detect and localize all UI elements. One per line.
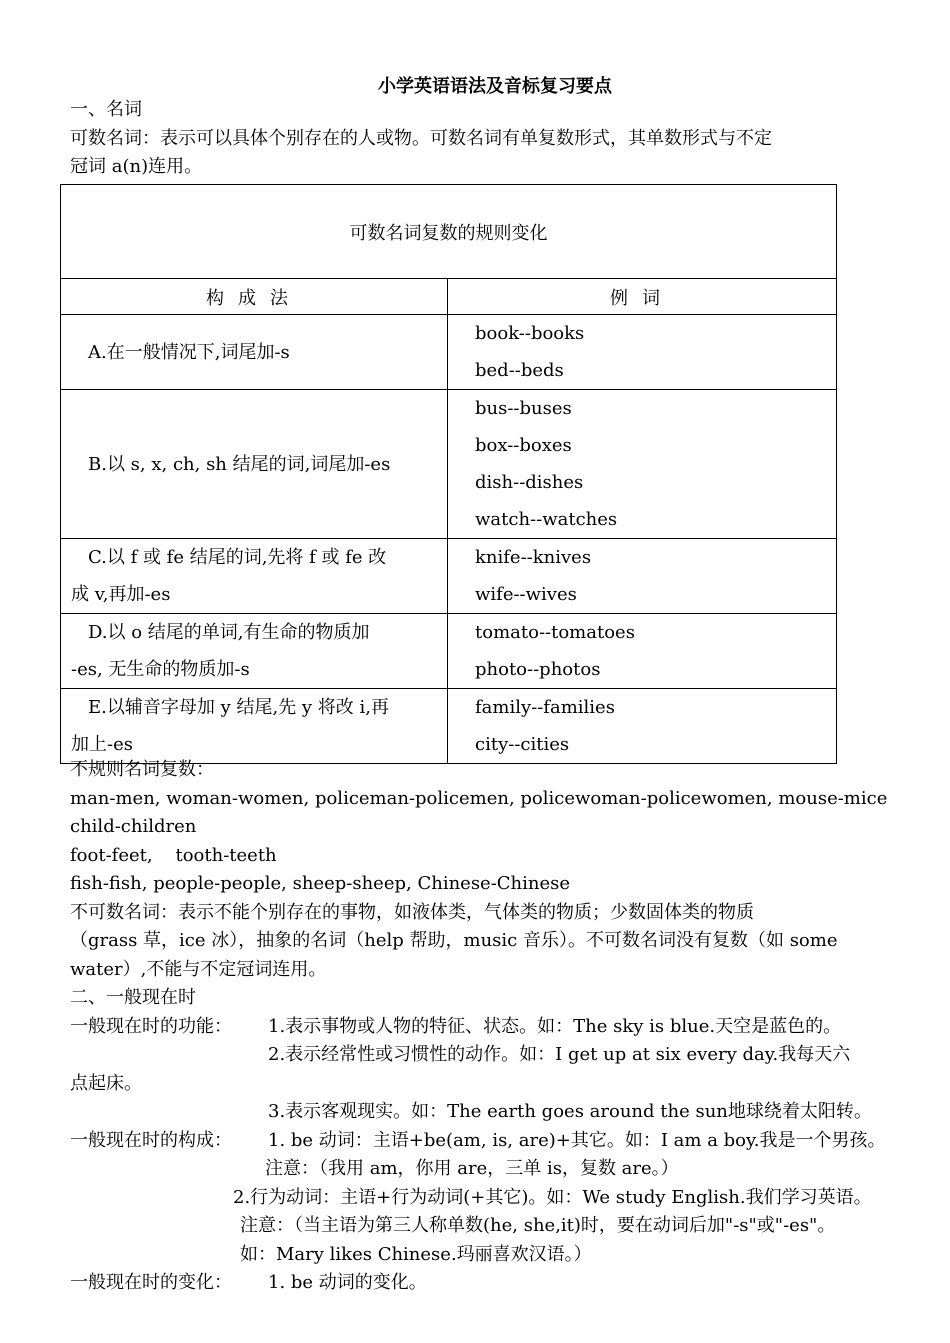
section-heading-present-tense: 二、一般现在时 [70, 987, 196, 1008]
example-word: photo--photos [475, 659, 601, 680]
change-item: 1. be 动词的变化。 [268, 1272, 427, 1293]
rule-cell [61, 614, 448, 689]
rule-cell [61, 689, 448, 764]
column-header-rule: 构成法 [61, 279, 448, 315]
irregular-line: fish-fish, people-people, sheep-sheep, Chinese-Chinese [70, 873, 571, 894]
form-item: 1. be 动词：主语+be(am, is, are)+其它。如：I am a boy.我是一个男孩。 [268, 1130, 886, 1151]
uncountable-line: water）,不能与不定冠词连用。 [70, 959, 327, 980]
countable-definition-line1: 可数名词：表示可以具体个别存在的人或物。可数名词有单复数形式，其单数形式与不定 [70, 128, 772, 149]
function-item-continued: 点起床。 [70, 1073, 142, 1094]
function-item: 1.表示事物或人物的特征、状态。如：The sky is blue.天空是蓝色的。 [268, 1016, 842, 1037]
form-example: 如：Mary likes Chinese.玛丽喜欢汉语。） [240, 1244, 592, 1265]
form-label: 一般现在时的构成： [70, 1130, 232, 1151]
change-label: 一般现在时的变化： [70, 1272, 232, 1293]
example-word: family--families [475, 697, 615, 718]
example-word: box--boxes [475, 435, 572, 456]
example-word: knife--knives [475, 547, 592, 568]
rule-text-continued: 加上-es [71, 734, 133, 755]
example-word: book--books [475, 323, 585, 344]
uncountable-line: （grass 草，ice 冰），抽象的名词（help 帮助，music 音乐）。不可数名词没有复数（如 some [70, 930, 838, 951]
example-word: watch--watches [475, 509, 618, 530]
column-header-example: 例词 [448, 279, 837, 315]
example-word: bed--beds [475, 360, 564, 381]
function-label: 一般现在时的功能： [70, 1016, 232, 1037]
rule-text-continued: -es, 无生命的物质加-s [71, 659, 250, 680]
table-row [61, 390, 837, 539]
rule-cell [61, 315, 448, 390]
rule-cell [61, 539, 448, 614]
rule-text: B.以 s, x, ch, sh 结尾的词,词尾加-es [88, 453, 391, 475]
irregular-line: foot-feet, tooth-teeth [70, 845, 277, 866]
table-row [61, 539, 837, 614]
example-word: dish--dishes [475, 472, 584, 493]
plural-rules-table [60, 184, 837, 764]
rule-cell [61, 390, 448, 539]
section-heading-nouns: 一、名词 [70, 99, 142, 120]
table-row [61, 614, 837, 689]
irregular-heading: 不规则名词复数： [70, 759, 214, 780]
example-cell [448, 390, 837, 539]
rule-text: E.以辅音字母加 y 结尾,先 y 将改 i,再 [88, 697, 390, 718]
example-cell [448, 315, 837, 390]
irregular-line: man-men, woman-women, policeman-policemen, policewoman-policewomen, mouse-mice [70, 788, 888, 809]
form-note: 注意：（当主语为第三人称单数(he, she,it)时，要在动词后加"-s"或"-es"。 [240, 1215, 836, 1236]
table-row [61, 689, 837, 764]
example-word: bus--buses [475, 398, 572, 419]
example-cell [448, 614, 837, 689]
table-row [61, 315, 837, 390]
example-word: tomato--tomatoes [475, 622, 635, 643]
uncountable-line: 不可数名词：表示不能个别存在的事物，如液体类，气体类的物质；少数固体类的物质 [70, 902, 754, 923]
example-word: wife--wives [475, 584, 577, 605]
rule-text: A.在一般情况下,词尾加-s [88, 341, 290, 363]
rule-text-continued: 成 v,再加-es [71, 584, 171, 605]
form-item: 2.行为动词：主语+行为动词(+其它)。如：We study English.我们学习英语。 [233, 1187, 872, 1208]
function-item: 2.表示经常性或习惯性的动作。如：I get up at six every day.我每天六 [268, 1044, 851, 1065]
function-item: 3.表示客观现实。如：The earth goes around the sun地球绕着太阳转。 [268, 1101, 872, 1122]
example-cell [448, 689, 837, 764]
example-word: city--cities [475, 734, 570, 755]
rule-text: D.以 o 结尾的单词,有生命的物质加 [88, 622, 370, 643]
table-caption: 可数名词复数的规则变化 [61, 185, 837, 279]
form-note: 注意：（我用 am，你用 are，三单 is，复数 are。） [265, 1158, 679, 1179]
page-title: 小学英语语法及音标复习要点 [378, 76, 612, 97]
irregular-line: child-children [70, 816, 197, 837]
rule-text: C.以 f 或 fe 结尾的词,先将 f 或 fe 改 [88, 547, 387, 568]
countable-definition-line2: 冠词 a(n)连用。 [70, 156, 203, 177]
example-cell [448, 539, 837, 614]
